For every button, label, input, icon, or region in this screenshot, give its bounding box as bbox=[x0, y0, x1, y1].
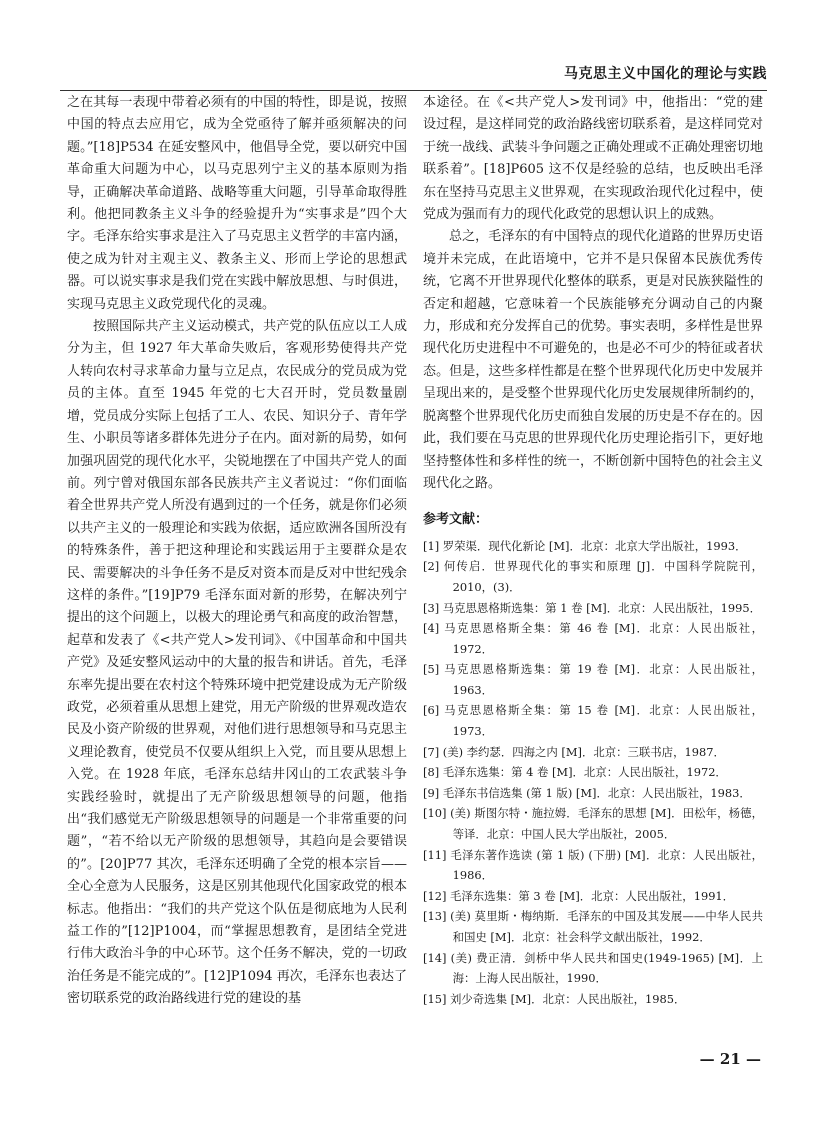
reference-item: [15] 刘少奇选集 [M]．北京：人民出版社，1985． bbox=[423, 991, 686, 1006]
reference-item: [12] 毛泽东选集：第 3 卷 [M]．北京：人民出版社，1991． bbox=[423, 888, 735, 903]
reference-item: [8] 毛泽东选集：第 4 卷 [M]．北京：人民出版社，1972． bbox=[423, 765, 727, 780]
reference-item: [11] 毛泽东著作选读 (第 1 版) (下册) [M]．北京：人民出版社，1986． bbox=[423, 847, 763, 883]
left-column bbox=[67, 92, 407, 1011]
body-paragraph: 按照国际共产主义运动模式，共产党的队伍应以工人成分为主，但 1927 年大革命失败后，客观形势使得共产党人转向农村寻求革命力量与立足点，农民成分的党员成为党员的主体。直至 1945 年党的七大召开时，党员数量剧增，党员成分实际上包括了工人、农民、知识分子、青年学生、小职员等诸多群体先进分子在内。面对新的局势，如何加强巩固党的现代化水平，尖锐地摆在了中国共产党人的面前。列宁曾对俄国东部各民族共产主义者说过：“你们面临着全世界共产党人所没有遇到过的一个任务，就是你们必须以共产主义的一般理论和实践为依据，适应欧洲各国所没有的特殊条件，善于把这种理论和实践运用于主要群众是农民、需要解决的斗争任务不是反对资本而是反对中世纪残余这样的条件。”[19]P79 毛泽东面对新的形势，在解决列宁提出的这个问题上，以极大的理论勇气和高度的政治智慧，起草和发表了《<共产党人>发刊词》、《中国革命和中国共产党》及延安整风运动中的大量的报告和讲话。首先，毛泽东率先提出要在农村这个特殊环境中把党建设成为无产阶级政党，必须着重从思想上建党，用无产阶级的世界观改造农民及小资产阶级的世界观，对他们进行思想领导和马克思主义理论教育，使党员不仅要从组织上入党，而且要从思想上入党。在 1928 年底，毛泽东总结井冈山的工农武装斗争实践经验时，就提出了无产阶级思想领导的问题，他指出“我们感觉无产阶级思想领导的问题是一个非常重要的问题”，“若不给以无产阶级的思想领导，其趋向是会要错误的”。[20]P77 其次，毛泽东还明确了全党的根本宗旨——全心全意为人民服务，这是区别其他现代化国家政党的根本标志。他指出：“我们的共产党这个队伍是彻底地为人民利益工作的”[12]P1004，而“掌握思想教育，是团结全党进行伟大政治斗争的中心环节。这个任务不解决，党的一切政治任务是不能完成的”。[12]P1094 再次，毛泽东也表达了密切联系党的政治路线进行党的建设的基 bbox=[67, 319, 407, 1007]
body-paragraph: 总之，毛泽东的有中国特点的现代化道路的世界历史语境并未完成，在此语境中，它并不是只保留本民族优秀传统，它离不开世界现代化整体的联系，更是对民族狭隘性的否定和超越，它意味着一个民族能够充分调动自己的内聚力，形成和充分发挥自己的优势。事实表明，多样性是世界现代化历史进程中不可避免的，也是必不可少的特征或者状态。但是，这些多样性都是在整个世界现代化历史中发展并呈现出来的，是受整个世界现代化历史发展规律所制约的，脱离整个世界现代化历史而独自发展的历史是不存在的。因此，我们要在马克思的世界现代化历史理论指引下，更好地坚持整体性和多样性的统一，不断创新中国特色的社会主义现代化之路。 bbox=[423, 229, 763, 491]
page-number: — 21 — bbox=[699, 1050, 761, 1068]
references-heading: 参考文献： bbox=[423, 512, 489, 528]
reference-item: [7] (美) 李约瑟．四海之内 [M]．北京：三联书店，1987． bbox=[423, 744, 725, 759]
reference-item: [2] 何传启．世界现代化的事实和原理 [J]．中国科学院院刊，2010，(3)． bbox=[423, 559, 763, 594]
right-column bbox=[423, 92, 763, 1009]
references-list bbox=[423, 536, 763, 1010]
reference-item: [6] 马克思恩格斯全集：第 15 卷 [M]．北京：人民出版社，1973． bbox=[423, 703, 763, 739]
reference-item: [14] (美) 费正清．剑桥中华人民共和国史(1949-1965) [M]．上海：上海人民出版社，1990． bbox=[423, 950, 763, 986]
body-paragraph: 之在其每一表现中带着必须有的中国的特性，即是说，按照中国的特点去应用它，成为全党亟待了解并亟须解决的问题。”[18]P534 在延安整风中，他倡导全党，要以研究中国革命重大问题为中心，以马克思列宁主义的基本原则为指导，正确解决革命道路、战略等重大问题，引导革命取得胜利。他把同教条主义斗争的经验提升为“实事求是”四个大字。毛泽东给实事求是注入了马克思主义哲学的丰富内涵，使之成为针对主观主义、教条主义、形而上学论的思想武器。可以说实事求是我们党在实践中解放思想、与时俱进，实现马克思主义政党现代化的灵魂。 bbox=[67, 95, 407, 312]
reference-item: [3] 马克思恩格斯选集：第 1 卷 [M]．北京：人民出版社，1995． bbox=[423, 600, 761, 615]
reference-item: [13] (美) 莫里斯・梅纳斯．毛泽东的中国及其发展——中华人民共和国史 [M]．北京：社会科学文献出版社，1992． bbox=[423, 909, 763, 944]
reference-item: [9] 毛泽东书信选集 (第 1 版) [M]．北京：人民出版社，1983． bbox=[423, 785, 751, 800]
reference-item: [1] 罗荣渠．现代化新论 [M]．北京：北京大学出版社，1993． bbox=[423, 538, 747, 553]
body-paragraph: 本途径。在《<共产党人>发刊词》中，他指出：“党的建设过程，是这样同党的政治路线密切联系着，是这样同党对于统一战线、武装斗争问题之正确处理或不正确处理密切地联系着”。[18]P605 这不仅是经验的总结，也反映出毛泽东在坚持马克思主义世界观，在实现政治现代化过程中，使党成为强而有力的现代化政党的思想认识上的成熟。 bbox=[423, 95, 763, 223]
running-header bbox=[60, 62, 767, 91]
reference-item: [4] 马克思恩格斯全集：第 46 卷 [M]．北京：人民出版社，1972． bbox=[423, 621, 763, 656]
header-title: 马克思主义中国化的理论与实践 bbox=[564, 66, 767, 82]
reference-item: [10] (美) 斯图尔特・施拉姆．毛泽东的思想 [M]．田松年，杨德，等译．北京：中国人民大学出版社，2005． bbox=[423, 806, 763, 842]
reference-item: [5] 马克思恩格斯选集：第 19 卷 [M]．北京：人民出版社，1963． bbox=[423, 662, 763, 697]
